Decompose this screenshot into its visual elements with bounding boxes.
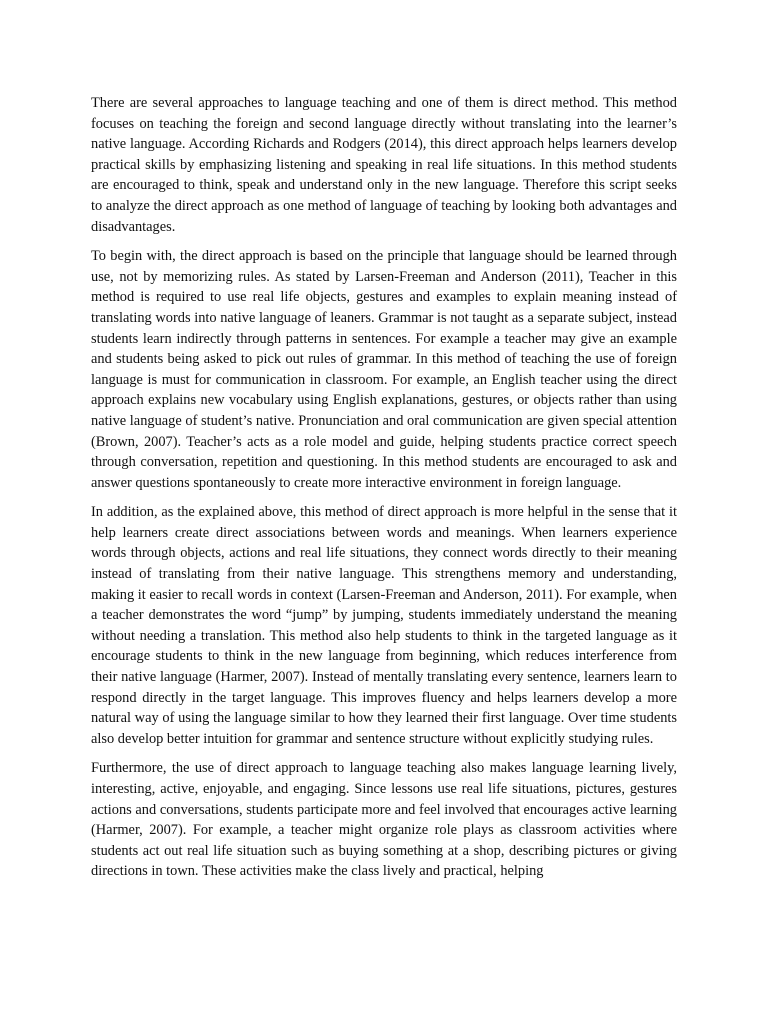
paragraph-associations: In addition, as the explained above, this method of direct approach is more helpful in the sense that it help learners create direct associations between words and meanings. When learners experience words through objects, actions and real life situations, they connect words directly to their meaning instead of translating from their native language. This strengthens memory and understanding, making it easier to recall words in context (Larsen-Freeman and Anderson, 2011). For example, when a teacher demonstrates the word “jump” by jumping, students immediately understand the meaning without needing a translation. This method also help students to think in the targeted language as it encourage students to think in the new language from beginning, which reduces interference from their native language (Harmer, 2007). Instead of mentally translating every sentence, learners learn to respond directly in the target language. This improves fluency and helps learners develop a more natural way of using the language similar to how they learned their first language. Over time students also develop better intuition for grammar and sentence structure without explicitly studying rules.: [91, 504, 677, 747]
paragraph-principles: To begin with, the direct approach is based on the principle that language should be learned through use, not by memorizing rules. As stated by Larsen-Freeman and Anderson (2011), Teacher in this method is required to use real life objects, gestures and examples to explain meaning instead of translating words into native language of leaners. Grammar is not taught as a separate subject, instead students learn indirectly through patterns in sentences. For example a teacher may give an example and students being asked to pick out rules of grammar. In this method of teaching the use of foreign language is must for communication in classroom. For example, an English teacher using the direct approach explains new vocabulary using English explanations, gestures, or objects rather than using native language of student’s native. Pronunciation and oral communication are given special attention (Brown, 2007). Teacher’s acts as a role model and guide, helping students practice correct speech through conversation, repetition and questioning. In this method students are encouraged to ask and answer questions spontaneously to create more interactive environment in foreign language.: [91, 248, 677, 491]
paragraph-introduction: There are several approaches to language teaching and one of them is direct method. This method focuses on teaching the foreign and second language directly without translating into the learner’s native language. According Richards and Rodgers (2014), this direct approach helps learners develop practical skills by emphasizing listening and speaking in real life situations. In this method students are encouraged to think, speak and understand only in the new language. Therefore this script seeks to analyze the direct approach as one method of language of teaching by looking both advantages and disadvantages.: [91, 95, 677, 235]
paragraph-engagement: Furthermore, the use of direct approach to language teaching also makes language learning lively, interesting, active, enjoyable, and engaging. Since lessons use real life situations, pictures, gestures actions and conversations, students participate more and feel involved that encourages active learning (Harmer, 2007). For example, a teacher might organize role plays as classroom activities where students act out real life situation such as buying something at a shop, describing pictures or giving directions in town. These activities make the class lively and practical, helping: [91, 760, 677, 880]
document-body: [91, 93, 677, 891]
